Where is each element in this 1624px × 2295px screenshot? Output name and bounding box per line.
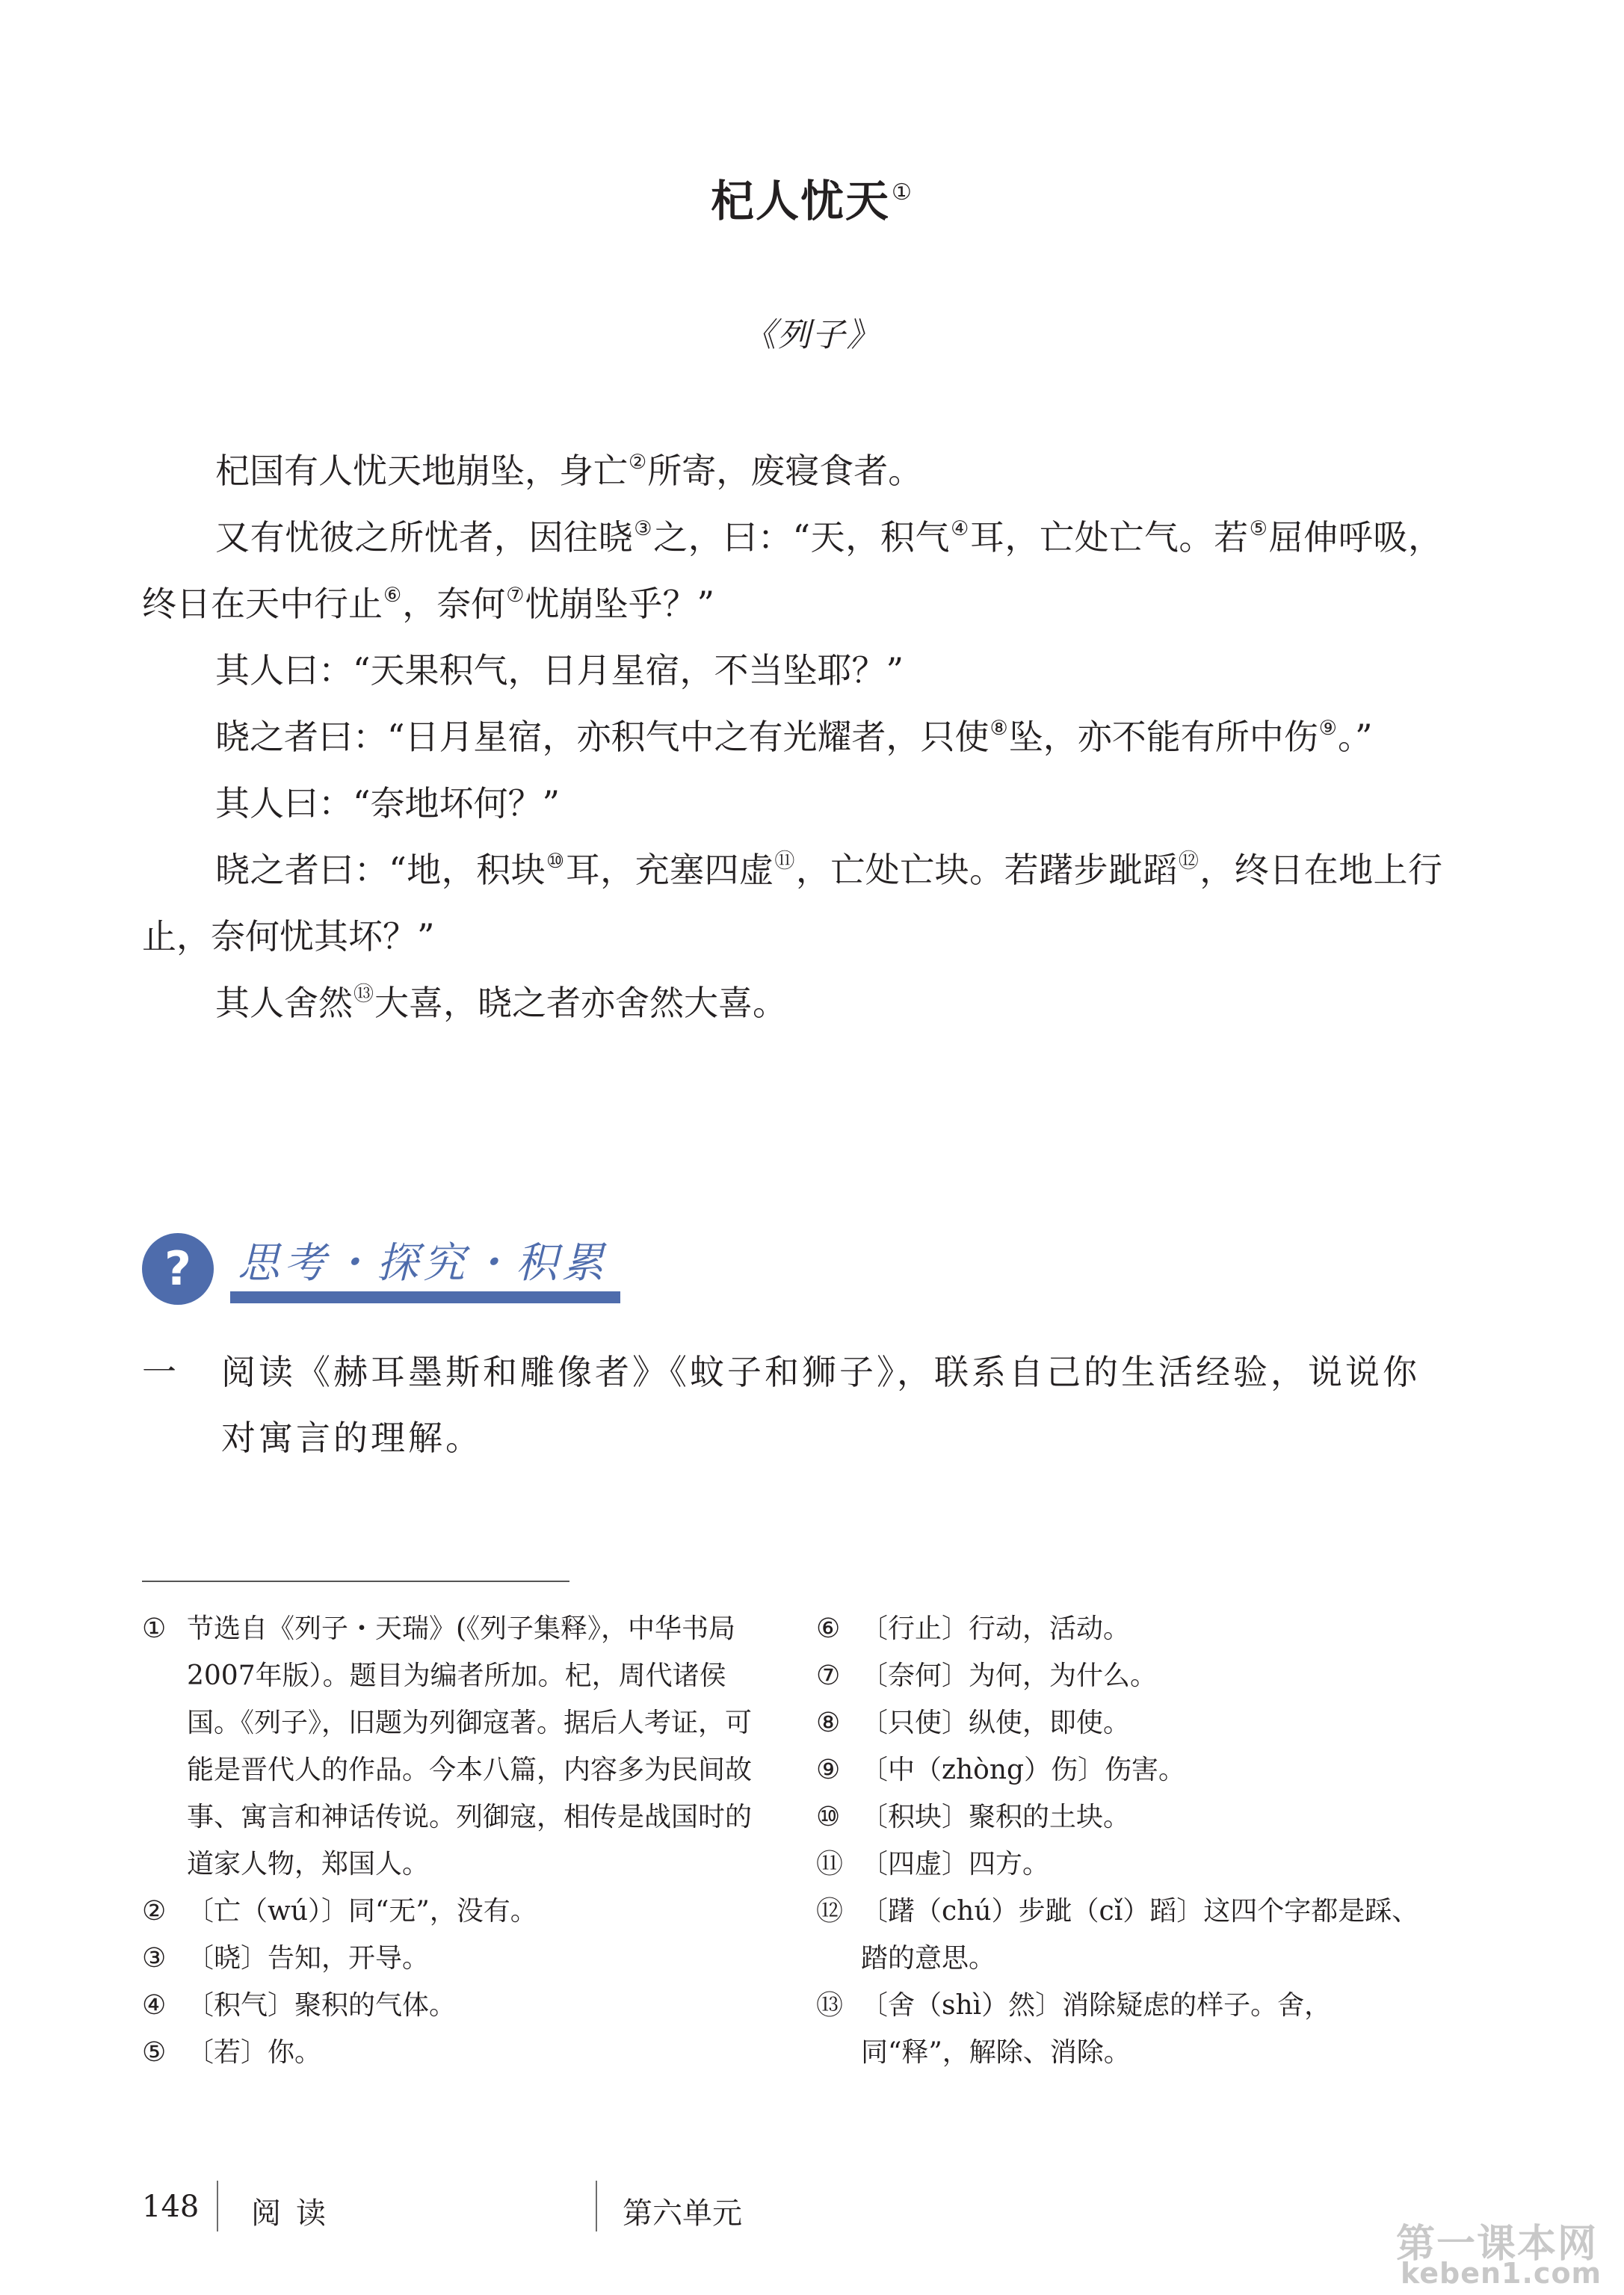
exercise-item [142,1339,1442,1471]
main-text [142,438,1442,1037]
footnote [816,1794,1429,1841]
watermark-url: keben1.com [1401,2257,1602,2290]
footer-unit: 第六单元 [623,2196,742,2231]
footnote [142,1888,755,1935]
footnote-number: ⑤ [142,2037,167,2068]
footnote-mark: ⑥ [383,584,402,607]
watermark-text: 第一课本网 [1396,2222,1599,2267]
footnote-mark: ⑩ [546,850,565,873]
paragraph: 其人曰：“奈地坏何？” [215,783,561,824]
footnote-mark: ⑦ [506,584,525,607]
section-underline [230,1291,620,1303]
footnote-text: 〔若〕你。 [187,2037,322,2068]
page-title [0,166,1624,229]
footnote-number: ⑨ [816,1755,841,1785]
footnote [816,1746,1429,1794]
section-header [142,1224,628,1314]
paragraph: 又有忧彼之所忧者，因往晓③之，曰：“天，积气④耳，亡处亡气。若⑤屈伸呼吸，终日在天中行止⑥，奈何⑦忧崩坠乎？” [142,517,1442,624]
footnote [142,1982,755,2029]
footnote-mark: ⑬ [353,983,374,1006]
footnote-number: ② [142,1896,167,1927]
footer-section: 阅读 [251,2196,341,2231]
footnote [142,2029,755,2076]
paragraph: 晓之者曰：“日月星宿，亦积气中之有光耀者，只使⑧坠，亦不能有所中伤⑨。” [215,717,1373,757]
footnote-number: ③ [142,1943,167,1974]
paragraph: 其人舍然⑬大喜，晓之者亦舍然大喜。 [215,983,787,1023]
footnote-number: ⑥ [816,1613,841,1644]
footnote [816,1652,1429,1699]
footnote-mark: ⑧ [989,717,1008,740]
footnote-number: ⑪ [816,1849,844,1879]
footnote [816,1982,1429,2076]
footnote-number: ④ [142,1990,167,2021]
exercise-text: 阅读《赫耳墨斯和雕像者》《蚊子和狮子》，联系自己的生活经验，说说你对寓言的理解。 [221,1352,1420,1458]
section-title: 思考・探究・积累 [238,1239,608,1288]
title-text: 杞人忧天 [711,176,891,226]
footnote-text: 〔亡（wú）〕同“无”，没有。 [187,1896,537,1927]
footnote-mark: ⑤ [1249,517,1268,540]
footnotes-left-column [142,1605,755,2076]
footnote [142,1605,755,1888]
footnote-text: 〔奈何〕为何，为什么。 [861,1661,1158,1691]
footnote-mark: ② [629,451,647,474]
footnote-text: 〔积块〕聚积的土块。 [861,1802,1131,1832]
footnote-mark: ⑨ [1318,717,1337,740]
footnote-number: ⑦ [816,1661,841,1691]
footnote-text: 〔积气〕聚积的气体。 [187,1990,457,2021]
footer-divider [217,2181,218,2231]
footnote-number: ⑬ [816,1990,844,2021]
page-number: 148 [142,2190,200,2224]
footnote-divider [142,1581,569,1582]
footnote-text: 〔行止〕行动，活动。 [861,1613,1131,1644]
paragraph: 其人曰：“天果积气，日月星宿，不当坠耶？” [215,650,904,691]
footnote-text: 〔舍（shì）然〕消除疑虑的样子。舍，同“释”，解除、消除。 [861,1990,1332,2068]
footnote-text: 〔只使〕纵使，即使。 [861,1708,1131,1738]
footnote-number: ① [142,1613,167,1644]
exercise-number: 一 [142,1352,179,1392]
footnote-number: ⑫ [816,1896,844,1927]
footnote [816,1605,1429,1652]
footnote-number: ⑧ [816,1708,841,1738]
footnote [816,1888,1429,1982]
footnote [142,1935,755,1982]
paragraph: 杞国有人忧天地崩坠，身亡②所寄，废寝食者。 [215,451,923,491]
footnote-text: 〔躇（chú）步跐（cǐ）蹈〕这四个字都是踩、踏的意思。 [861,1896,1419,1974]
footnotes-right-column [816,1605,1429,2076]
question-icon: ? [142,1233,214,1305]
footnote-mark: ⑫ [1178,850,1200,873]
footnote-text: 〔中（zhòng）伤〕伤害。 [861,1755,1186,1785]
footnote-mark: ④ [951,517,969,540]
source-attribution: 《列子》 [743,316,881,354]
footnote-text: 〔晓〕告知，开导。 [187,1943,430,1974]
footnote-text: 节选自《列子・天瑞》(《列子集释》，中华书局2007年版）。题目为编者所加。杞，周代诸侯国。《列子》，旧题为列御寇著。据后人考证，可能是晋代人的作品。今本八篇，内容多为民间故事、寓言和神话传说。列御寇，相传是战国时的道家人物，郑国人。 [187,1613,753,1879]
footnote-mark: ⑪ [774,850,795,873]
footnote-number: ⑩ [816,1802,841,1832]
footnote [816,1841,1429,1888]
footnote [816,1699,1429,1746]
title-footnote-mark: ① [892,179,913,206]
footnote-text: 〔四虚〕四方。 [861,1849,1050,1879]
footnote-mark: ③ [634,517,653,540]
paragraph: 晓之者曰：“地，积块⑩耳，充塞四虚⑪，亡处亡块。若躇步跐蹈⑫，终日在地上行止，奈何忧其坏？” [142,850,1443,957]
footer-divider [596,2181,597,2231]
